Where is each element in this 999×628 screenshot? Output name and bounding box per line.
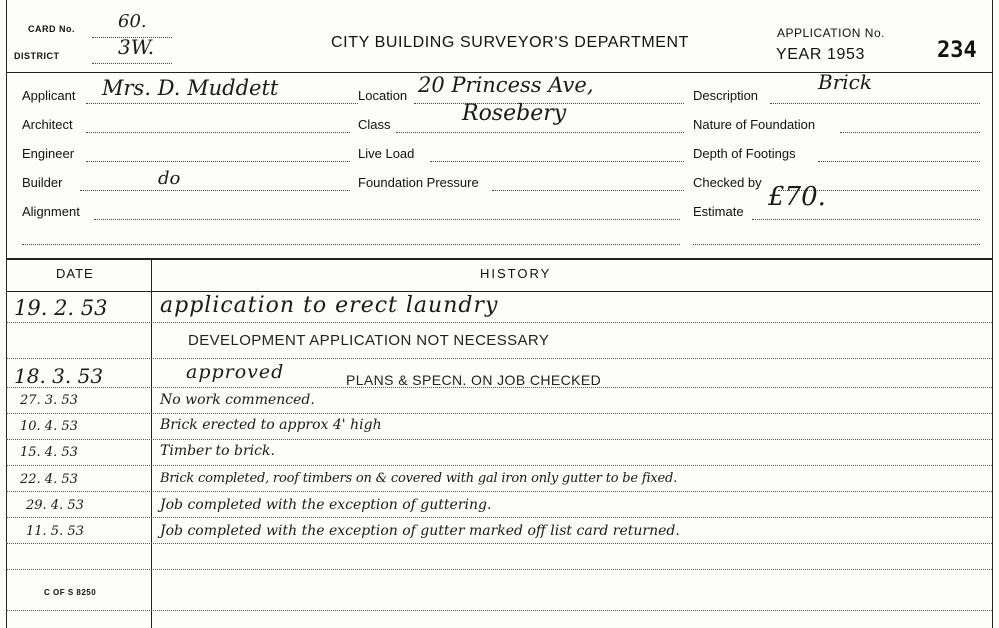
history-top-rule bbox=[6, 258, 992, 260]
alignment-label: Alignment bbox=[22, 204, 80, 219]
depth-line bbox=[818, 161, 980, 162]
history-entry: application to erect laundry bbox=[160, 293, 499, 318]
row-line bbox=[6, 413, 992, 414]
history-date: 29. 4. 53 bbox=[26, 498, 84, 513]
history-date: 27. 3. 53 bbox=[20, 393, 78, 408]
applicant-value: Mrs. D. Muddett bbox=[102, 76, 279, 100]
history-entry: Job completed with the exception of gutter marked off list card returned. bbox=[160, 523, 680, 539]
estimate-value: £70. bbox=[768, 182, 826, 212]
row-line bbox=[6, 569, 992, 570]
department-title: CITY BUILDING SURVEYOR'S DEPARTMENT bbox=[331, 34, 690, 51]
estimate-line bbox=[752, 219, 980, 220]
checked-by-label: Checked by bbox=[693, 175, 762, 190]
history-date: 10. 4. 53 bbox=[20, 419, 78, 434]
district-line bbox=[92, 63, 172, 64]
district-label: DISTRICT bbox=[14, 51, 60, 61]
class-value: Rosebery bbox=[462, 101, 567, 126]
alignment-line bbox=[94, 219, 680, 220]
builder-value: do bbox=[158, 168, 181, 189]
history-date: 22. 4. 53 bbox=[20, 472, 78, 487]
application-number: 234 bbox=[937, 38, 977, 63]
applicant-label: Applicant bbox=[22, 88, 76, 103]
builder-label: Builder bbox=[22, 175, 63, 190]
class-label: Class bbox=[358, 117, 391, 132]
row-line bbox=[6, 610, 992, 611]
district-value: 3W. bbox=[118, 35, 155, 59]
row-line bbox=[6, 322, 992, 323]
foundation-pressure-line bbox=[492, 190, 684, 191]
architect-label: Architect bbox=[22, 117, 73, 132]
description-value: Brick bbox=[818, 70, 872, 94]
development-stamp: DEVELOPMENT APPLICATION NOT NECESSARY bbox=[188, 332, 550, 349]
date-column-divider bbox=[151, 260, 152, 628]
foundation-pressure-label: Foundation Pressure bbox=[358, 175, 479, 190]
history-entry: approved bbox=[186, 361, 285, 383]
nature-line bbox=[840, 132, 980, 133]
nature-of-foundation-label: Nature of Foundation bbox=[693, 117, 816, 132]
location-value: 20 Princess Ave, bbox=[418, 73, 594, 97]
estimate-label: Estimate bbox=[693, 204, 744, 219]
row-line bbox=[6, 465, 992, 466]
live-load-line bbox=[430, 161, 684, 162]
row-line bbox=[6, 543, 992, 544]
card-right-border bbox=[992, 0, 993, 628]
history-header-rule bbox=[6, 291, 992, 292]
history-entry: Brick completed, roof timbers on & covered with gal iron only gutter to be fixed. bbox=[160, 471, 678, 486]
history-date: 11. 5. 53 bbox=[26, 524, 84, 539]
extra-line-right bbox=[693, 244, 980, 245]
extra-line-left bbox=[22, 244, 680, 245]
card-left-border bbox=[6, 0, 7, 628]
history-header: HISTORY bbox=[480, 266, 552, 281]
form-code: C OF S 8250 bbox=[44, 588, 97, 597]
card-no-label: CARD No. bbox=[28, 24, 75, 34]
live-load-label: Live Load bbox=[358, 146, 415, 161]
location-label: Location bbox=[358, 88, 408, 103]
architect-line bbox=[86, 132, 350, 133]
history-entry: Job completed with the exception of guttering. bbox=[160, 497, 492, 513]
history-entry: Brick erected to approx 4' high bbox=[160, 417, 382, 433]
history-date: 19. 2. 53 bbox=[14, 296, 108, 320]
engineer-line bbox=[86, 161, 350, 162]
history-date: 18. 3. 53 bbox=[14, 364, 104, 388]
history-entry: No work commenced. bbox=[160, 392, 315, 408]
row-line bbox=[6, 491, 992, 492]
builder-line bbox=[80, 190, 350, 191]
class-line bbox=[396, 132, 684, 133]
card-no-value: 60. bbox=[118, 11, 147, 32]
year-label: YEAR 1953 bbox=[776, 46, 866, 63]
history-date: 15. 4. 53 bbox=[20, 445, 78, 460]
application-no-label: APPLICATION No. bbox=[777, 26, 885, 40]
row-line bbox=[6, 439, 992, 440]
plans-checked-stamp: PLANS & SPECN. ON JOB CHECKED bbox=[346, 372, 602, 388]
history-entry: Timber to brick. bbox=[160, 443, 275, 459]
description-label: Description bbox=[693, 88, 759, 103]
row-line bbox=[6, 358, 992, 359]
description-line bbox=[770, 103, 980, 104]
applicant-line bbox=[86, 103, 358, 104]
date-header: DATE bbox=[56, 266, 94, 281]
engineer-label: Engineer bbox=[22, 146, 75, 161]
depth-of-footings-label: Depth of Footings bbox=[693, 146, 796, 161]
row-line bbox=[6, 517, 992, 518]
